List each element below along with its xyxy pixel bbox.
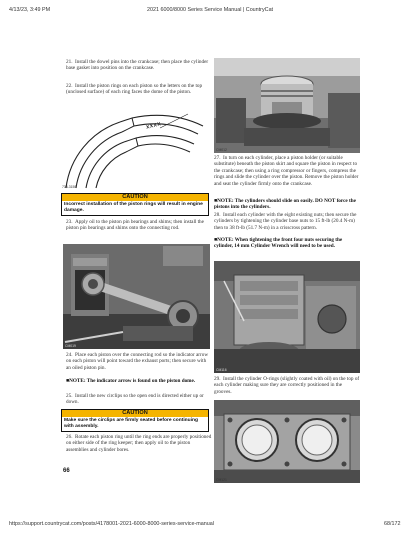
step-26: 26. Rotate each piston ring until the ring ends are properly positioned on either side of the ring keeper; then apply oil to the piston assemblies and cylinder bores. [66, 434, 212, 453]
step-28: 28. Install each cylinder with the eight existing nuts; then secure the cylinders by tightening the cylinder base nuts to 15 ft-lb (20.4 N-m) then to 38 ft-lb (51.7 N-m) in a crisscross pattern. [214, 212, 357, 231]
step-22: 22. Install the piston rings on each piston so the letters on the top (unclosed surface) of each ring faces the dome of the piston. [66, 83, 203, 96]
document-title: 2021 6000/8000 Series Service Manual | CountryCat [147, 7, 274, 13]
figure-code-piston: CM012 [216, 148, 227, 152]
caution-text: Make sure the circlips are firmly seated before continuing with assembly. [64, 417, 198, 429]
page-url: https://support.countrycat.com/posts/4178001-2021-6000-8000-series-service-manual [9, 521, 214, 527]
piston-top-image [214, 58, 360, 153]
caution-box-rings [61, 193, 209, 216]
ring-marking-label: XXXX [145, 121, 162, 131]
cylinder-install-photo [214, 261, 360, 373]
step-27: 27. In turn on each cylinder, place a piston holder (or suitable substitute) beneath the piston skirt and square the piston in respect to the crankcase; then using a ring compressor or fingers, compress the rings and slide the cylinder over the piston. Remove the piston holder and seat the cylinder firmly onto the crankcase. [214, 155, 359, 187]
caution-text: Incorrect installation of the piston rings will result in engine damage. [64, 201, 203, 213]
piston-ring-diagram [60, 104, 209, 190]
page-number: 66 [63, 468, 70, 474]
step-25: 25. Install the new circlips so the open end is directed either up or down. [66, 393, 204, 406]
piston-ring-illustration [60, 104, 209, 190]
step-24: 24. Place each piston over the connecting rod so the indicator arrow on each piston will point toward the exhaust ports; then secure with an oiled piston pin. [66, 352, 209, 371]
connecting-rod-image [63, 244, 210, 349]
piston-assembly-photo [214, 58, 360, 153]
cylinder-orings-photo [214, 400, 360, 483]
note-indicator-arrow: ■NOTE: The indicator arrow is found on the piston dome. [66, 378, 196, 384]
caution-box-circlips [61, 409, 209, 432]
print-datetime: 4/13/23, 3:49 PM [9, 7, 51, 13]
figure-code-conrod: CM019 [65, 344, 76, 348]
note-torque-wrench: ■NOTE: When tightening the front four nuts securing the cylinder, 14 mm Cylinder Wrench will need to be used. [214, 237, 343, 250]
step-29: 29. Install the cylinder O-rings (slightly coated with oil) on the top of each cylinder making sure they are correctly positioned in the grooves. [214, 376, 360, 395]
caution-label: CAUTION [62, 410, 208, 417]
cylinder-image [214, 261, 360, 373]
caution-label: CAUTION [62, 194, 208, 201]
page-counter: 68/172 [384, 521, 401, 527]
figure-code-ring: 738-315B [62, 185, 77, 189]
step-21: 21. Install the dowel pins into the crankcase; then place the cylinder base gasket into position on the crankcase. [66, 59, 209, 72]
connecting-rod-photo [63, 244, 210, 349]
note-cylinders-slide: ■NOTE: The cylinders should slide on easily. DO NOT force the pistons into the cylinders. [214, 198, 356, 211]
figure-code-cylinder: CM116 [216, 368, 227, 372]
oring-image [214, 400, 360, 483]
figure-code-orings: CM121 [216, 478, 227, 482]
step-23: 23. Apply oil to the piston pin bearings and shims; then install the piston pin bearings and shims onto the connecting rod. [66, 219, 204, 232]
